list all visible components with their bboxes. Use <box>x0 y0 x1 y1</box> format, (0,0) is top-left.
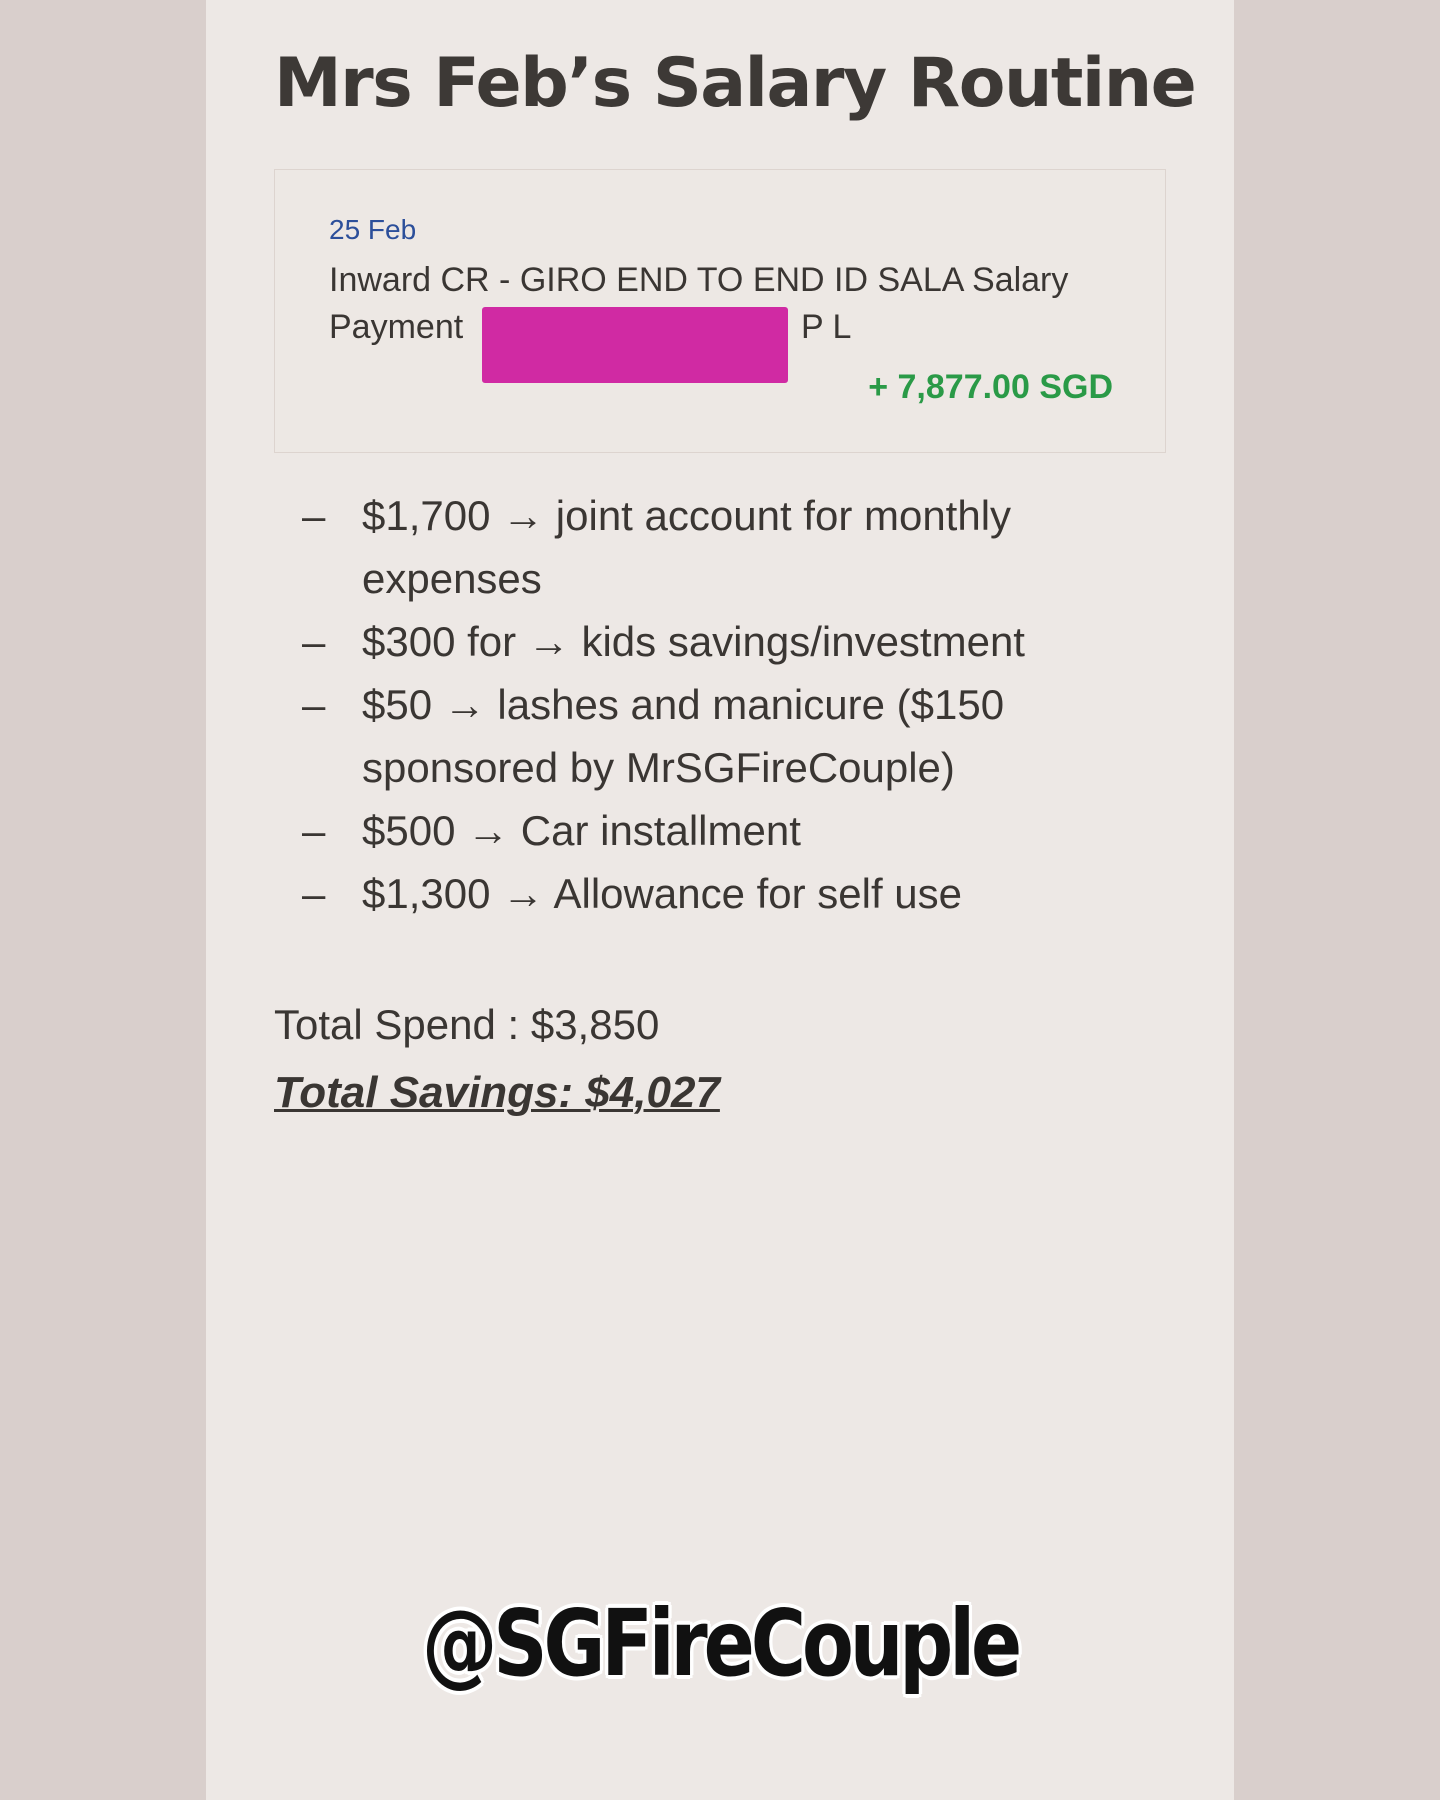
allocation-list <box>302 484 1172 925</box>
allocation-text: $500 → Car installment <box>362 807 801 854</box>
transaction-description-continued: Payment <box>329 308 464 346</box>
page-title: Mrs Feb’s Salary Routine <box>274 44 1196 123</box>
list-item <box>302 799 1172 862</box>
allocation-text: $1,700 → joint account for monthly expenses <box>362 492 1012 602</box>
transaction-description-suffix: P L <box>801 308 852 346</box>
bullet-dash: – <box>302 492 326 539</box>
transaction-card <box>274 169 1166 453</box>
list-item <box>302 484 1172 610</box>
watermark-handle: @SGFireCouple <box>421 1590 1019 1697</box>
allocation-text: $50 → lashes and manicure ($150 sponsored by MrSGFireCouple) <box>362 681 1005 791</box>
transaction-amount: + 7,877.00 SGD <box>868 368 1113 406</box>
allocation-text: $1,300 → Allowance for self use <box>362 870 963 917</box>
list-item <box>302 862 1172 925</box>
bullet-dash: – <box>302 681 326 728</box>
bullet-dash: – <box>302 807 326 854</box>
transaction-date: 25 Feb <box>329 214 417 245</box>
total-savings: Total Savings: $4,027 <box>274 1068 720 1117</box>
bullet-dash: – <box>302 870 326 917</box>
redaction-block <box>482 307 788 383</box>
list-item <box>302 610 1172 673</box>
post-page <box>206 0 1234 1800</box>
list-item <box>302 673 1172 799</box>
bullet-dash: – <box>302 618 326 665</box>
total-spend: Total Spend : $3,850 <box>274 1001 660 1048</box>
transaction-description: Inward CR - GIRO END TO END ID SALA Salary <box>329 261 1069 299</box>
allocation-text: $300 for → kids savings/investment <box>362 618 1025 665</box>
totals-section <box>274 995 720 1123</box>
